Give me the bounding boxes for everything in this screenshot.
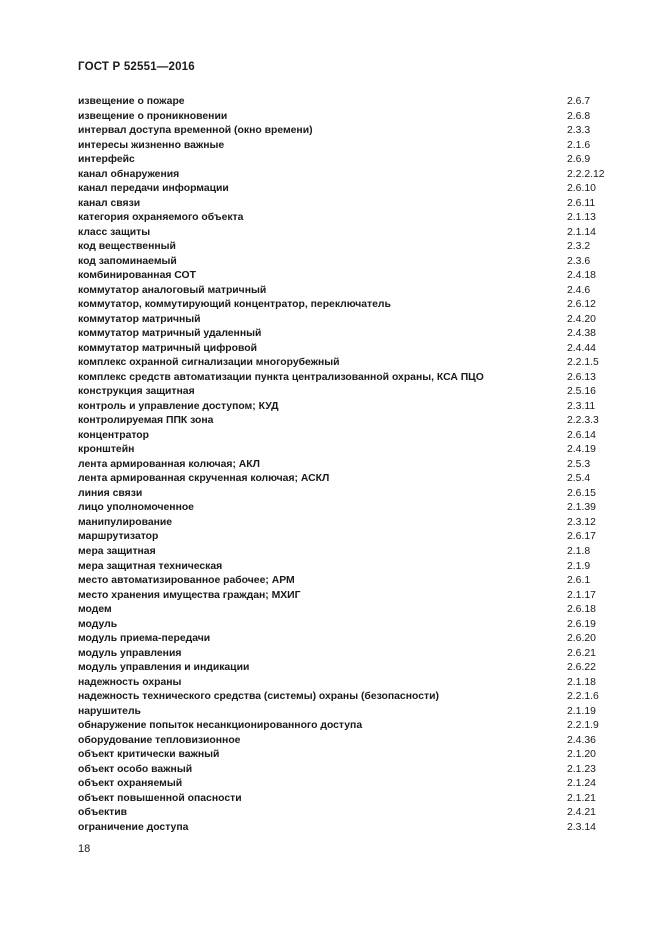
index-ref: 2.2.3.3 bbox=[567, 415, 599, 427]
index-ref: 2.6.1 bbox=[567, 575, 591, 587]
index-term: объект особо важный bbox=[78, 763, 193, 775]
index-term: код вещественный bbox=[78, 241, 176, 253]
index-term: мера защитная техническая bbox=[78, 560, 223, 572]
index-term: модуль управления bbox=[78, 647, 182, 659]
index-entry bbox=[78, 632, 623, 647]
index-term: объект охраняемый bbox=[78, 778, 183, 790]
term-index-list bbox=[78, 95, 623, 835]
index-entry bbox=[78, 400, 623, 415]
index-entry bbox=[78, 385, 623, 400]
index-ref: 2.1.9 bbox=[567, 560, 591, 572]
index-term: манипулирование bbox=[78, 516, 173, 528]
index-entry bbox=[78, 748, 623, 763]
index-ref: 2.6.19 bbox=[567, 618, 596, 630]
index-entry bbox=[78, 719, 623, 734]
index-entry bbox=[78, 356, 623, 371]
index-entry bbox=[78, 153, 623, 168]
index-term: модуль приема-передачи bbox=[78, 633, 211, 645]
index-entry bbox=[78, 211, 623, 226]
index-term: надежность технического средства (системы) охраны (безопасности) bbox=[78, 691, 439, 703]
index-term: коммутатор, коммутирующий концентратор, переключатель bbox=[78, 299, 391, 311]
index-entry bbox=[78, 443, 623, 458]
index-ref: 2.6.12 bbox=[567, 299, 596, 311]
index-term: канал передачи информации bbox=[78, 183, 229, 195]
index-ref: 2.6.21 bbox=[567, 647, 596, 659]
index-ref: 2.4.38 bbox=[567, 328, 596, 340]
index-entry bbox=[78, 342, 623, 357]
index-entry bbox=[78, 487, 623, 502]
index-term: надежность охраны bbox=[78, 676, 182, 688]
index-entry bbox=[78, 110, 623, 125]
index-term: объектив bbox=[78, 807, 128, 819]
index-ref: 2.1.14 bbox=[567, 226, 596, 238]
index-term: интервал доступа временной (окно времени) bbox=[78, 125, 313, 137]
index-ref: 2.6.13 bbox=[567, 371, 596, 383]
index-term: комплекс охранной сигнализации многорубежный bbox=[78, 357, 340, 369]
index-entry bbox=[78, 676, 623, 691]
index-term: модем bbox=[78, 604, 112, 616]
index-entry bbox=[78, 603, 623, 618]
index-term: конструкция защитная bbox=[78, 386, 195, 398]
index-ref: 2.6.9 bbox=[567, 154, 591, 166]
index-entry bbox=[78, 806, 623, 821]
index-term: оборудование тепловизионное bbox=[78, 734, 241, 746]
index-entry bbox=[78, 501, 623, 516]
index-ref: 2.1.18 bbox=[567, 676, 596, 688]
index-term: место автоматизированное рабочее; АРМ bbox=[78, 575, 295, 587]
index-entry bbox=[78, 589, 623, 604]
index-entry bbox=[78, 414, 623, 429]
index-entry bbox=[78, 705, 623, 720]
index-term: ограничение доступа bbox=[78, 821, 189, 833]
index-entry bbox=[78, 545, 623, 560]
index-ref: 2.1.24 bbox=[567, 778, 596, 790]
index-entry bbox=[78, 792, 623, 807]
index-entry bbox=[78, 284, 623, 299]
index-ref: 2.6.14 bbox=[567, 429, 596, 441]
page-number: 18 bbox=[78, 843, 91, 855]
index-entry bbox=[78, 777, 623, 792]
index-term: модуль bbox=[78, 618, 118, 630]
index-ref: 2.3.11 bbox=[567, 400, 596, 412]
index-ref: 2.3.14 bbox=[567, 821, 596, 833]
index-term: интересы жизненно важные bbox=[78, 139, 225, 151]
index-ref: 2.5.3 bbox=[567, 458, 591, 470]
index-entry bbox=[78, 560, 623, 575]
index-term: лицо уполномоченное bbox=[78, 502, 194, 514]
index-term: канал связи bbox=[78, 197, 141, 209]
index-ref: 2.6.15 bbox=[567, 487, 596, 499]
index-ref: 2.5.16 bbox=[567, 386, 596, 398]
index-entry bbox=[78, 313, 623, 328]
index-entry bbox=[78, 240, 623, 255]
index-term: коммутатор матричный удаленный bbox=[78, 328, 262, 340]
index-ref: 2.6.8 bbox=[567, 110, 591, 122]
index-term: место хранения имущества граждан; МХИГ bbox=[78, 589, 301, 601]
index-term: комбинированная СОТ bbox=[78, 270, 196, 282]
index-ref: 2.1.39 bbox=[567, 502, 596, 514]
index-term: канал обнаружения bbox=[78, 168, 180, 180]
index-entry bbox=[78, 197, 623, 212]
index-entry bbox=[78, 763, 623, 778]
index-ref: 2.4.44 bbox=[567, 342, 596, 354]
index-entry bbox=[78, 661, 623, 676]
index-ref: 2.6.22 bbox=[567, 662, 596, 674]
index-entry bbox=[78, 139, 623, 154]
index-entry bbox=[78, 574, 623, 589]
index-ref: 2.4.36 bbox=[567, 734, 596, 746]
index-ref: 2.2.1.5 bbox=[567, 357, 599, 369]
index-term: код запоминаемый bbox=[78, 255, 177, 267]
index-term: концентратор bbox=[78, 429, 149, 441]
index-entry bbox=[78, 618, 623, 633]
index-term: линия связи bbox=[78, 487, 143, 499]
index-ref: 2.6.20 bbox=[567, 633, 596, 645]
index-ref: 2.4.21 bbox=[567, 807, 596, 819]
index-term: объект критически важный bbox=[78, 749, 220, 761]
index-entry bbox=[78, 690, 623, 705]
index-entry bbox=[78, 516, 623, 531]
index-ref: 2.2.1.9 bbox=[567, 720, 599, 732]
index-ref: 2.3.3 bbox=[567, 125, 591, 137]
index-term: маршрутизатор bbox=[78, 531, 159, 543]
index-ref: 2.4.6 bbox=[567, 284, 591, 296]
index-term: комплекс средств автоматизации пункта централизованной охраны, КСА ПЦО bbox=[78, 371, 484, 383]
index-entry bbox=[78, 226, 623, 241]
index-ref: 2.4.20 bbox=[567, 313, 596, 325]
index-entry bbox=[78, 95, 623, 110]
index-term: класс защиты bbox=[78, 226, 151, 238]
index-entry bbox=[78, 327, 623, 342]
index-term: коммутатор аналоговый матричный bbox=[78, 284, 267, 296]
index-entry bbox=[78, 429, 623, 444]
index-entry bbox=[78, 530, 623, 545]
index-term: лента армированная колючая; АКЛ bbox=[78, 458, 260, 470]
index-ref: 2.1.6 bbox=[567, 139, 591, 151]
index-ref: 2.1.20 bbox=[567, 749, 596, 761]
document-header: ГОСТ Р 52551—2016 bbox=[78, 61, 195, 73]
index-term: нарушитель bbox=[78, 705, 141, 717]
index-term: извещение о проникновении bbox=[78, 110, 228, 122]
index-entry bbox=[78, 182, 623, 197]
index-term: коммутатор матричный цифровой bbox=[78, 342, 257, 354]
index-ref: 2.6.18 bbox=[567, 604, 596, 616]
index-ref: 2.4.19 bbox=[567, 444, 596, 456]
index-entry bbox=[78, 472, 623, 487]
index-ref: 2.1.13 bbox=[567, 212, 596, 224]
index-term: модуль управления и индикации bbox=[78, 662, 250, 674]
index-ref: 2.2.1.6 bbox=[567, 691, 599, 703]
index-term: коммутатор матричный bbox=[78, 313, 201, 325]
index-entry bbox=[78, 458, 623, 473]
index-term: извещение о пожаре bbox=[78, 96, 185, 107]
index-ref: 2.1.19 bbox=[567, 705, 596, 717]
index-term: кронштейн bbox=[78, 444, 135, 456]
index-entry bbox=[78, 647, 623, 662]
index-ref: 2.1.8 bbox=[567, 545, 591, 557]
index-ref: 2.1.23 bbox=[567, 763, 596, 775]
index-term: обнаружение попыток несанкционированного доступа bbox=[78, 720, 363, 732]
index-ref: 2.4.18 bbox=[567, 270, 596, 282]
index-ref: 2.3.2 bbox=[567, 241, 591, 253]
index-ref: 2.6.17 bbox=[567, 531, 596, 543]
index-ref: 2.6.10 bbox=[567, 183, 596, 195]
index-ref: 2.6.7 bbox=[567, 96, 591, 107]
index-entry bbox=[78, 734, 623, 749]
index-entry bbox=[78, 168, 623, 183]
index-term: категория охраняемого объекта bbox=[78, 212, 244, 224]
index-entry bbox=[78, 269, 623, 284]
index-term: объект повышенной опасности bbox=[78, 792, 242, 804]
index-ref: 2.1.21 bbox=[567, 792, 596, 804]
index-ref: 2.3.12 bbox=[567, 516, 596, 528]
index-term: контролируемая ППК зона bbox=[78, 415, 214, 427]
index-entry bbox=[78, 298, 623, 313]
index-term: мера защитная bbox=[78, 545, 156, 557]
index-ref: 2.5.4 bbox=[567, 473, 591, 485]
index-entry bbox=[78, 821, 623, 836]
index-ref: 2.2.2.12 bbox=[567, 168, 605, 180]
index-ref: 2.6.11 bbox=[567, 197, 596, 209]
index-entry bbox=[78, 371, 623, 386]
index-term: интерфейс bbox=[78, 154, 135, 166]
index-entry bbox=[78, 124, 623, 139]
index-ref: 2.3.6 bbox=[567, 255, 591, 267]
index-term: лента армированная скрученная колючая; АСКЛ bbox=[78, 473, 330, 485]
index-ref: 2.1.17 bbox=[567, 589, 596, 601]
index-entry bbox=[78, 255, 623, 270]
index-term: контроль и управление доступом; КУД bbox=[78, 400, 279, 412]
